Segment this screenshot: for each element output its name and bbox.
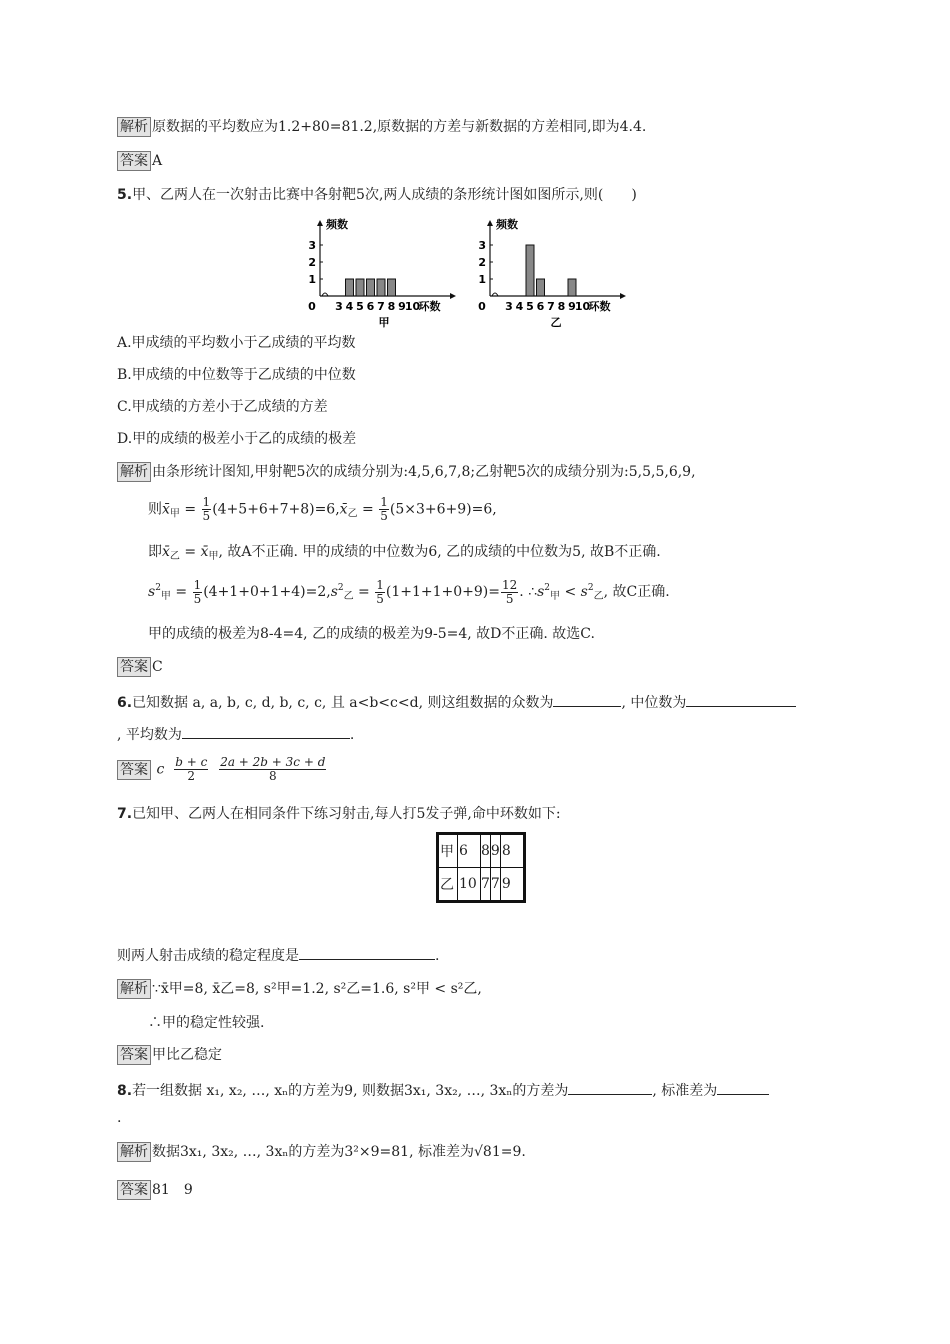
table-cell: 9 <box>500 868 524 902</box>
answer-blank <box>568 1080 652 1095</box>
question-text: , 标准差为 <box>652 1083 718 1099</box>
answer-text: 甲比乙稳定 <box>152 1047 222 1063</box>
question-6-stem <box>117 692 796 713</box>
analysis-text: 数据3x₁, 3x₂, …, 3xₙ的方差为3²×9=81, 标准差为√81=9. <box>152 1144 526 1160</box>
answer-mean: $\frac{2a + 2b + 3c + d}{8}$ <box>220 755 326 783</box>
table-cell: 乙 <box>438 868 458 902</box>
q5-answer-line <box>117 657 163 677</box>
y-axis-label: 频数 <box>496 218 518 231</box>
x-tick-label: 0 <box>308 300 316 313</box>
q8-answer-line <box>117 1180 193 1200</box>
y-axis-arrow <box>487 220 493 226</box>
x-axis-label: 环数 <box>418 300 441 313</box>
table-cell: 7 <box>481 868 491 902</box>
text: (4+5+6+7+8)=6, <box>212 501 340 518</box>
table-cell: 甲 <box>438 834 458 868</box>
table-cell: 8 <box>500 834 524 868</box>
x-tick-label: 6 <box>366 300 375 313</box>
answer-mode: c <box>156 761 165 778</box>
q6-answer-line <box>117 756 327 783</box>
analysis-text: 由条形统计图知,甲射靶5次的成绩分别为:4,5,6,7,8;乙射靶5次的成绩分别为:5,5,5,6,9, <box>152 464 696 480</box>
x-tick-label: 4 <box>345 300 354 313</box>
analysis-text: ∵x̄甲=8, x̄乙=8, s²甲=1.2, s²乙=1.6, s²甲 < s²乙, <box>152 981 482 997</box>
question-text: 甲、乙两人在一次射击比赛中各射靶5次,两人成绩的条形统计图如图所示,则( ) <box>132 187 637 203</box>
question-5-stem <box>117 185 637 205</box>
table-cell: 10 <box>458 868 481 902</box>
question-number: 6. <box>117 695 133 711</box>
answer-tag: 答案 <box>117 760 151 780</box>
question-text: . <box>349 727 355 743</box>
x-tick-label: 9 <box>398 300 406 313</box>
bar-7 <box>377 279 385 296</box>
x-tick-label: 10 <box>574 300 591 313</box>
chart-title: 乙 <box>550 316 562 329</box>
y-tick-label: 2 <box>478 256 486 269</box>
table-row <box>438 834 525 868</box>
x-tick-label: 7 <box>547 300 555 313</box>
q5-analysis-line1 <box>117 462 696 482</box>
question-text: 若一组数据 x₁, x₂, …, xₙ的方差为9, 则数据3x₁, 3x₂, …, 3xₙ的方差为 <box>132 1083 569 1099</box>
bar-5 <box>526 245 534 296</box>
x-tick-label: 10 <box>404 300 421 313</box>
answer-line <box>117 151 162 171</box>
y-tick-label: 2 <box>308 256 316 269</box>
analysis-line <box>117 117 646 137</box>
bar-8 <box>388 279 396 296</box>
fraction: $\frac{1}{5}$ <box>193 577 202 606</box>
x-tick-label: 9 <box>568 300 576 313</box>
x-tick-label: 8 <box>557 300 566 313</box>
answer-tag: 答案 <box>117 151 151 171</box>
q5-analysis-line4: $s^2_甲$ = $\frac{1}{5}$ $(4+1+0+1+4)=2,s^2_乙$ = $\frac{1}{5}$ (1+1+1+0+9)= $\frac{12}{5}$ . $\therefore s^2_甲 < s^2_乙$, 故C正确. <box>148 577 670 606</box>
analysis-tag: 解析 <box>117 1142 151 1162</box>
analysis-tag: 解析 <box>117 462 151 482</box>
y-axis-arrow <box>317 220 323 226</box>
q7-answer-line <box>117 1045 222 1065</box>
question-7-stem <box>117 804 561 824</box>
x-axis-arrow <box>620 293 626 299</box>
x-tick-label: 4 <box>515 300 524 313</box>
option-d: D.甲的成绩的极差小于乙的成绩的极差 <box>117 431 357 447</box>
text: , 故A不正确. 甲的成绩的中位数为6, 乙的成绩的中位数为5, 故B不正确. <box>218 544 661 560</box>
answer-blank <box>717 1080 769 1095</box>
x-tick-label: 5 <box>356 300 364 313</box>
question-text: . <box>435 948 440 964</box>
q5-analysis-line2: 则$x̄_甲$ = $\frac{1}{5}$ $(4+5+6+7+8)=6,x̄_乙$ = $\frac{1}{5}$ (5×3+6+9)=6, <box>148 495 497 523</box>
bar-chart-jia <box>300 212 480 332</box>
q5-analysis-line5: 甲的成绩的极差为8-4=4, 乙的成绩的极差为9-5=4, 故D不正确. 故选C. <box>148 626 595 642</box>
answer-blank <box>182 724 350 739</box>
q5-analysis-line3: 即$x̄_乙$ = $x̄_甲$, 故A不正确. 甲的成绩的中位数为6, 乙的成绩的中位数为5, 故B不正确. <box>148 544 661 562</box>
x-axis-arrow <box>450 293 456 299</box>
answer-tag: 答案 <box>117 1180 151 1200</box>
y-axis-label: 频数 <box>326 218 348 231</box>
question-text: , 平均数为 <box>117 727 182 743</box>
x-tick-label: 8 <box>387 300 396 313</box>
chart-title: 甲 <box>378 316 390 329</box>
fraction: $\frac{1}{5}$ <box>376 577 384 606</box>
fraction: $\frac{1}{5}$ <box>202 495 211 523</box>
table-row <box>438 868 525 902</box>
text: (1+1+1+0+9)= <box>385 584 501 600</box>
bar-5 <box>356 279 364 296</box>
table-cell: 9 <box>490 834 500 868</box>
y-tick-label: 3 <box>308 239 316 252</box>
answer-text: 81 9 <box>152 1182 193 1198</box>
bar-6 <box>367 279 375 296</box>
question-text: 已知数据 a, a, b, c, d, b, c, c, 且 a<b<c<d, 则这组数据的众数为 <box>132 695 554 711</box>
question-6-line2 <box>117 724 354 745</box>
analysis-tag: 解析 <box>117 979 151 999</box>
question-number: 8. <box>117 1083 133 1099</box>
text: (5×3+6+9)=6, <box>389 501 497 518</box>
text: (4+1+0+1+4)=2, <box>203 584 331 600</box>
bar-4 <box>346 279 354 296</box>
x-tick-label: 6 <box>536 300 545 313</box>
analysis-text: 原数据的平均数应为1.2+80=81.2,原数据的方差与新数据的方差相同,即为4.4. <box>152 119 647 135</box>
fraction: $\frac{1}{5}$ <box>380 495 388 523</box>
question-8-end: . <box>117 1110 122 1126</box>
question-text: , 中位数为 <box>621 695 687 711</box>
analysis-tag: 解析 <box>117 117 151 137</box>
question-8-stem <box>117 1080 769 1101</box>
q8-analysis-line <box>117 1142 526 1162</box>
answer-text: C <box>152 659 163 675</box>
q7-analysis-line2: ∴甲的稳定性较强. <box>148 1015 265 1031</box>
bar-6 <box>537 279 545 296</box>
text: 则 <box>148 501 162 518</box>
table-cell: 8 <box>481 834 491 868</box>
bar-chart-yi <box>470 212 650 332</box>
bar-9 <box>568 279 576 296</box>
q7-analysis-line1 <box>117 979 482 999</box>
x-tick-label: 7 <box>377 300 385 313</box>
x-tick-label: 5 <box>526 300 534 313</box>
y-tick-label: 1 <box>308 273 316 286</box>
x-axis-label: 环数 <box>588 300 611 313</box>
option-b: B.甲成绩的中位数等于乙成绩的中位数 <box>117 367 356 383</box>
answer-blank <box>553 692 621 707</box>
answer-median: $\frac{b + c}{2}$ <box>175 755 208 783</box>
question-text: 已知甲、乙两人在相同条件下练习射击,每人打5发子弹,命中环数如下: <box>132 806 561 822</box>
x-tick-label: 3 <box>505 300 513 313</box>
table-cell: 7 <box>490 868 500 902</box>
score-table <box>436 832 526 903</box>
answer-blank <box>299 945 435 960</box>
text: , 故C正确. <box>603 584 670 600</box>
question-number: 7. <box>117 806 133 822</box>
question-7-line2 <box>117 945 439 966</box>
option-c: C.甲成绩的方差小于乙成绩的方差 <box>117 399 328 415</box>
option-a: A.甲成绩的平均数小于乙成绩的平均数 <box>117 335 356 351</box>
question-number: 5. <box>117 187 133 203</box>
x-tick-label: 0 <box>478 300 486 313</box>
table-cell: 6 <box>458 834 481 868</box>
y-tick-label: 3 <box>478 239 486 252</box>
question-text: 则两人射击成绩的稳定程度是 <box>117 948 299 964</box>
answer-tag: 答案 <box>117 1045 151 1065</box>
answer-text: A <box>152 153 163 169</box>
answer-tag: 答案 <box>117 657 151 677</box>
answer-blank <box>686 692 796 707</box>
fraction: $\frac{12}{5}$ <box>502 577 518 606</box>
x-tick-label: 3 <box>335 300 343 313</box>
y-tick-label: 1 <box>478 273 486 286</box>
